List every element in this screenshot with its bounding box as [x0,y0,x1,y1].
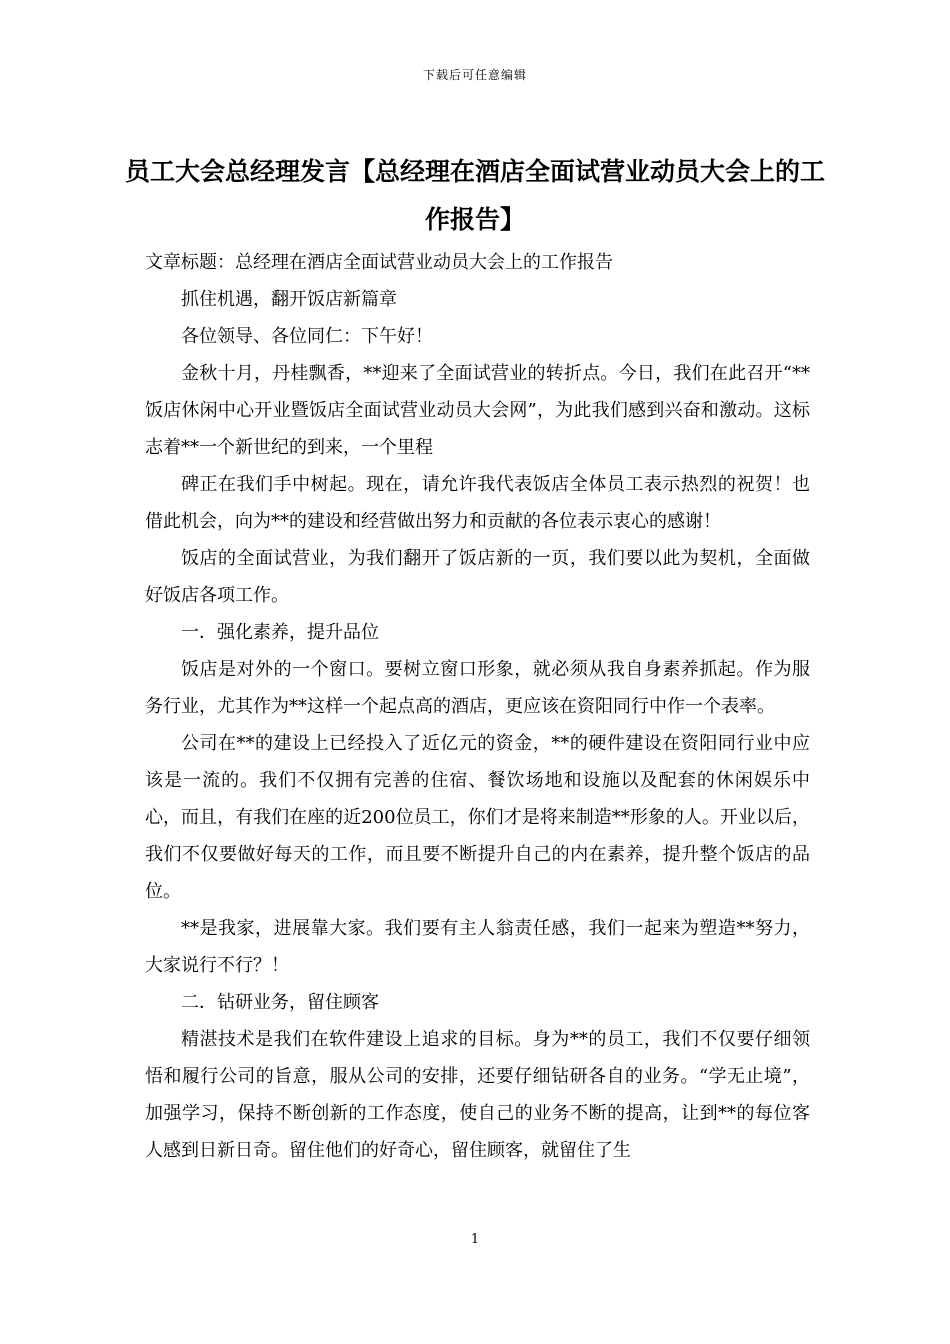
paragraph: **是我家，进展靠大家。我们要有主人翁责任感，我们一起来为塑造**努力，大家说行不行？！ [145,918,810,976]
document-title: 员工大会总经理发言【总经理在酒店全面试营业动员大会上的工作报告】 [124,157,825,234]
paragraph: 精湛技术是我们在软件建设上追求的目标。身为**的员工，我们不仅要仔细领悟和履行公司的旨意，服从公司的安排，还要仔细钻研各自的业务。“学无止境”，加强学习，保持不断创新的工作态度，使自己的业务不断的提高，让到**的每位客人感到日新日奇。留住他们的好奇心，留住顾客，就留住了生 [145,1029,810,1161]
paragraph-greeting: 各位领导、各位同仁：下午好！ [181,326,433,347]
paragraph: 公司在**的建设上已经投入了近亿元的资金，**的硬件建设在资阳同行业中应该是一流的。我们不仅拥有完善的住宿、餐饮场地和设施以及配套的休闲娱乐中心，而且，有我们在座的近200位员工，你们才是将来制造**形象的人。开业以后，我们不仅要做好每天的工作，而且要不断提升自己的内在素养，提升整个饭店的品位。 [145,733,810,902]
paragraph: 饭店是对外的一个窗口。要树立窗口形象，就必须从我自身素养抓起。作为服务行业，尤其作为**这样一个起点高的酒店，更应该在资阳同行中作一个表率。 [145,659,810,717]
section-heading: 二．钻研业务，留住顾客 [181,992,379,1013]
article-title-line: 文章标题：总经理在酒店全面试营业动员大会上的工作报告 [145,252,613,273]
document-body [145,244,810,1169]
section-heading: 一．强化素养，提升品位 [181,622,379,643]
page-number: 1 [470,1232,480,1247]
header-note: 下载后可任意编辑 [422,68,527,82]
paragraph-subtitle: 抓住机遇，翻开饭店新篇章 [181,289,397,310]
paragraph: 碑正在我们手中树起。现在，请允许我代表饭店全体员工表示热烈的祝贺！也借此机会，向为**的建设和经营做出努力和贡献的各位表示衷心的感谢！ [145,474,810,532]
paragraph: 金秋十月，丹桂飘香，**迎来了全面试营业的转折点。今日，我们在此召开“**饭店休闲中心开业暨饭店全面试营业动员大会网”，为此我们感到兴奋和激动。这标志着**一个新世纪的到来，一个里程 [145,363,810,458]
paragraph: 饭店的全面试营业，为我们翻开了饭店新的一页，我们要以此为契机，全面做好饭店各项工作。 [145,548,810,606]
